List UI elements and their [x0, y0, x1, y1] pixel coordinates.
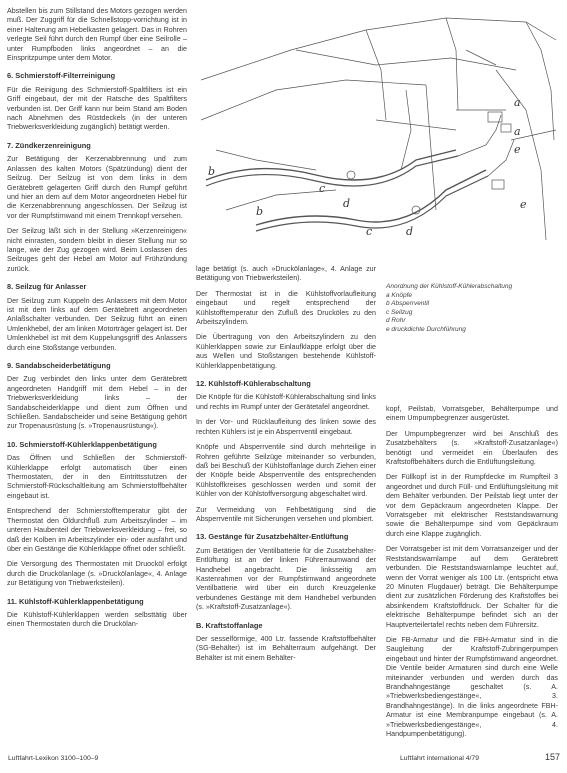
figure-label: e — [520, 198, 527, 211]
paragraph: lage betätigt (s. auch »Druckölanlage«, 4. Anlage zur Betätigung von Triebwerksteilen). — [196, 265, 376, 283]
text-column-left — [7, 7, 187, 636]
paragraph: Zur Vermeidung von Fehlbetätigung sind die Absperrventile mit Sicherungen versehen und plombiert. — [196, 505, 376, 523]
text-column-middle — [196, 262, 376, 669]
section-heading: 8. Seilzug für Anlasser — [7, 282, 87, 292]
paragraph: Der Seilzug läßt sich in der Stellung »Kerzenreinigen« nicht einrasten, sondern bleibt in dieser Stellung nur so lange, wie der Zug gezogen wird. Beim Loslassen des Seilzuges geht der Hebel am Motor auf Frühzündung zurück. — [7, 227, 187, 273]
paragraph: Die Versorgung des Thermostaten mit Druocköl erfolgt durch die Druckölanlage (s. »Druckölanlage«, 4. Anlage zur Betätigung von Triebwerksteilen). — [7, 560, 187, 588]
section-heading: 13. Gestänge für Zusatzbehälter-Entlüftung — [196, 532, 349, 542]
paragraph: Entsprechend der Schmierstofftemperatur gibt der Thermostat den Öldurchfluß zum Arbeitszylinder – im unteren Haubenteil der Triebwerksverkleidung – frei, so daß der Kolben im Arbeitszylinder ein- oder ausfährt und über ein Gestänge die Kühlerklappe öffnet oder schließt. — [7, 507, 187, 553]
figure-label: b — [256, 205, 264, 218]
figure-label: a — [514, 125, 521, 138]
caption-item: b Absperrventil — [386, 300, 430, 308]
caption-title: Anordnung der Kühlstoff-Kühlerabschaltung — [386, 283, 513, 290]
section-heading: 6. Schmierstoff-Filterreinigung — [7, 71, 116, 81]
paragraph: Die Kühlstoff-Kühlerklappen werden selbsttätig über einen Thermostaten durch die Druckölan- — [7, 610, 187, 629]
paragraph: Zur Betätigung der Kerzenabbrennung und zum Anlassen des kalten Motors (Spätzündung) dient der Seilzug. Der Seilzug ist von dem links in dem Gerätebrett gelagerten Griff durch den Rumpf geführt und hier an dem auf dem Motor angeordneten Hebel für die Kerzenabbrennung angeschlossen. Der Seilzug ist vor der Rumpfstirnwand mit einem Trennkopf versehen. — [7, 155, 187, 220]
figure-caption — [386, 283, 562, 335]
figure-label: e — [514, 143, 521, 156]
paragraph: Der Seilzug zum Kuppeln des Anlassers mit dem Motor ist mit dem links auf dem Gerätebrett angeordneten Anlaßschalter verbunden. Der Seilzug führt an einen Umlenkhebel, der am linken Motorträger gelagert ist. Der Umlenkhebel ist mit dem Kuppelungsgriff des Anlassers durch eine Stoßstange verbunden. — [7, 296, 187, 352]
figure-label: c — [366, 225, 373, 238]
caption-item: a Knöpfe — [386, 291, 413, 299]
paragraph: Knöpfe und Absperrventile sind durch mehrteilige in Rohren geführte Seilzüge miteinander so verbunden, daß bei Beschuß der Kühlstoffanlage durch Ziehen einer der Knöpfe beide Absperrventile des entsprechenden Kühlstoffkreises geschlossen werden und somit der Kühler von der Kühlstoffversorgung abgeschaltet wird. — [196, 443, 376, 499]
paragraph: Abstellen bis zum Stillstand des Motors gezogen werden muß. Der Zuggriff für die Schnellstopp-vorrichtung ist in einer Halterung am Hebelkasten gelagert. Das in Rohren verlegte Seil führt durch den Rumpf über eine Seilrolle – unter Rumpfboden links angeordnet – an die Einspritzpumpe unter dem Motor. — [7, 7, 187, 63]
paragraph: Der Thermostat ist in die Kühlstoffvorlaufleitung eingebaut und regelt entsprechend der Kühlstofftemperatur den Zufluß des Drucköles zu den Arbeitszylindern. — [196, 289, 376, 327]
caption-item: d Rohr — [386, 317, 406, 325]
paragraph: Die FB-Armatur und die FBH-Armatur sind in die Saugleitung der Kraftstoff-Zubringerpumpen eingebaut und hinter der Rumpfstirnwand angeordnet. Die Ventile beider Armaturen sind durch eine Welle miteinander verbunden und werden durch das Brandhahngestänge geschaltet (s. A. »Triebwerksbediengestänge«, 3. Brandhahngestänge). In die links angeordnete FBH-Armatur ist eine Membranpumpe eingebaut (s. A. »Triebwerksbediengestänge«, 4. Handpumpenbetätigung). — [386, 635, 558, 738]
caption-item: e druckdichte Durchführung — [386, 325, 466, 333]
figure-label: b — [208, 165, 216, 178]
figure-label: d — [343, 197, 351, 210]
footer-journal: Luftfahrt international 4/79 — [400, 755, 479, 762]
figure-label: a — [514, 96, 521, 109]
paragraph: Die Übertragung von den Arbeitszylindern zu den Kühlerklappen sowie zur Einlaufklappe erfolgt über die aus Wellen und Stoßstangen bestehende Kühlstoff-Kühlerklappenbetätigung. — [196, 333, 376, 370]
cooling-shutoff-diagram — [196, 10, 558, 258]
paragraph: Die Knöpfe für die Kühlstoff-Kühlerabschaltung sind links und rechts im Rumpf unter der Gerätetafel angeordnet. — [196, 393, 376, 411]
paragraph: Das Öffnen und Schließen der Schmierstoff-Kühlerklappe erfolgt automatisch über einen Thermostaten, der in den Eintrittsstutzen der Schmierstoff-Rückschaltleitung am Schmierstoffbehälter eingebaut ist. — [7, 454, 187, 500]
section-heading: 12. Kühlstoff-Kühlerabschaltung — [196, 379, 311, 389]
paragraph: kopf, Peilstab, Vorratsgeber, Behälterpumpe und einem Umpumpbegrenzer ausgerüstet. — [386, 405, 558, 423]
section-heading: B. Kraftstoffanlage — [196, 620, 263, 630]
figure-label: d — [406, 225, 414, 238]
paragraph: Der Füllkopf ist in der Rumpfdecke im Rumpfteil 3 angeordnet und durch Füll- und Entlüftungsleitung mit dem Behälter verbunden. Der Peilstab liegt unter der vor dem Gepäckraum angeordneten Klappe. Der Vorratsgeber mit elektrischer Reststandswarnung sowie die Behälterpumpe sind vom Gepäckraum durch eine Klappe zugänglich. — [386, 473, 558, 538]
section-heading: 11. Kühlstoff-Kühlerklappenbetätigung — [7, 596, 144, 606]
section-heading: 10. Schmierstoff-Kühlerklappenbetätigung — [7, 439, 157, 449]
paragraph: Der Umpumpbegrenzer wird bei Anschluß des Zusatzbehälters (s. »Kraftstoff-Zusatzanlage«) benötigt und vermeidet ein Überlaufen des Kraftstoffbehälters durch die Entlüftungsleitung. — [386, 429, 558, 467]
paragraph: Zum Betätigen der Ventilbatterie für die Zusatzbehälter-Entlüftung ist an der linken Führerraumwand der Handhebel angebracht. Die linksseitig am Kastenrahmen vor der Rumpfstirnwand angeordnete Ventilbatterie wird über ein durch Kreuzgelenke verbundenes Gestänge mit dem Handhebel verbunden (s. »Kraftstoff-Zusatzanlage«). — [196, 546, 376, 612]
paragraph: Der Zug verbindet den links unter dem Gerätebrett angeordneten Handgriff mit dem Hebel – in der Triebwerksverkleidung links – der Sandabscheiderklappe und dient zum Öffnen und Schließen. Sandabscheider und seine Betätigung gehört zur Tropenausrüstung (s. »Tropenausrüstung«). — [7, 375, 187, 431]
figure-label: c — [319, 182, 326, 195]
paragraph: Der Vorratsgeber ist mit dem Vorratsanzeiger und der Reststandswarnlampe auf dem Gerätebrett verbunden. Die Reststandswarnlampe leuchtet auf, wenn der Vorrat weniger als 100 Ltr. (entspricht etwa 20 Minuten Flugdauer) beträgt. Die Behälterpumpe dient zur zusätzlichen Förderung des Kraftstoffes bei absinkendem Kraftstoffdruck. Der Schalter für die elektrische Behälterpumpe befindet sich an der Hauptverteilertafel rechts neben dem Führersitz. — [386, 545, 558, 629]
caption-item: c Seilzug — [386, 308, 413, 316]
paragraph: In der Vor- und Rücklaufleitung des linken sowie des rechten Kühlers ist je ein Absperrventil eingebaut. — [196, 418, 376, 436]
text-column-right — [386, 405, 558, 745]
page-number: 157 — [545, 752, 561, 762]
section-heading: 7. Zündkerzenreinigung — [7, 140, 91, 150]
footer-publication: Luftfahrt-Lexikon 3100–100–9 — [8, 755, 99, 762]
section-heading: 9. Sandabscheiderbetätigung — [7, 361, 111, 370]
paragraph: Der sesselförmige, 400 Ltr. fassende Kraftstoffbehälter (SG-Behälter) ist im Behälterraum aufgehängt. Der Behälter ist mit einem Behälter- — [196, 635, 376, 662]
paragraph: Für die Reinigung des Schmierstoff-Spaltfilters ist ein Griff eingebaut, der mit der Ratsche des Spaltfilters verbunden ist. Der Griff kann nur beim Stand am Boden nach Abnehmen des Rüstdeckels (in der unteren Triebwerksverkleidung zugänglich) betätigt werden. — [7, 85, 187, 132]
